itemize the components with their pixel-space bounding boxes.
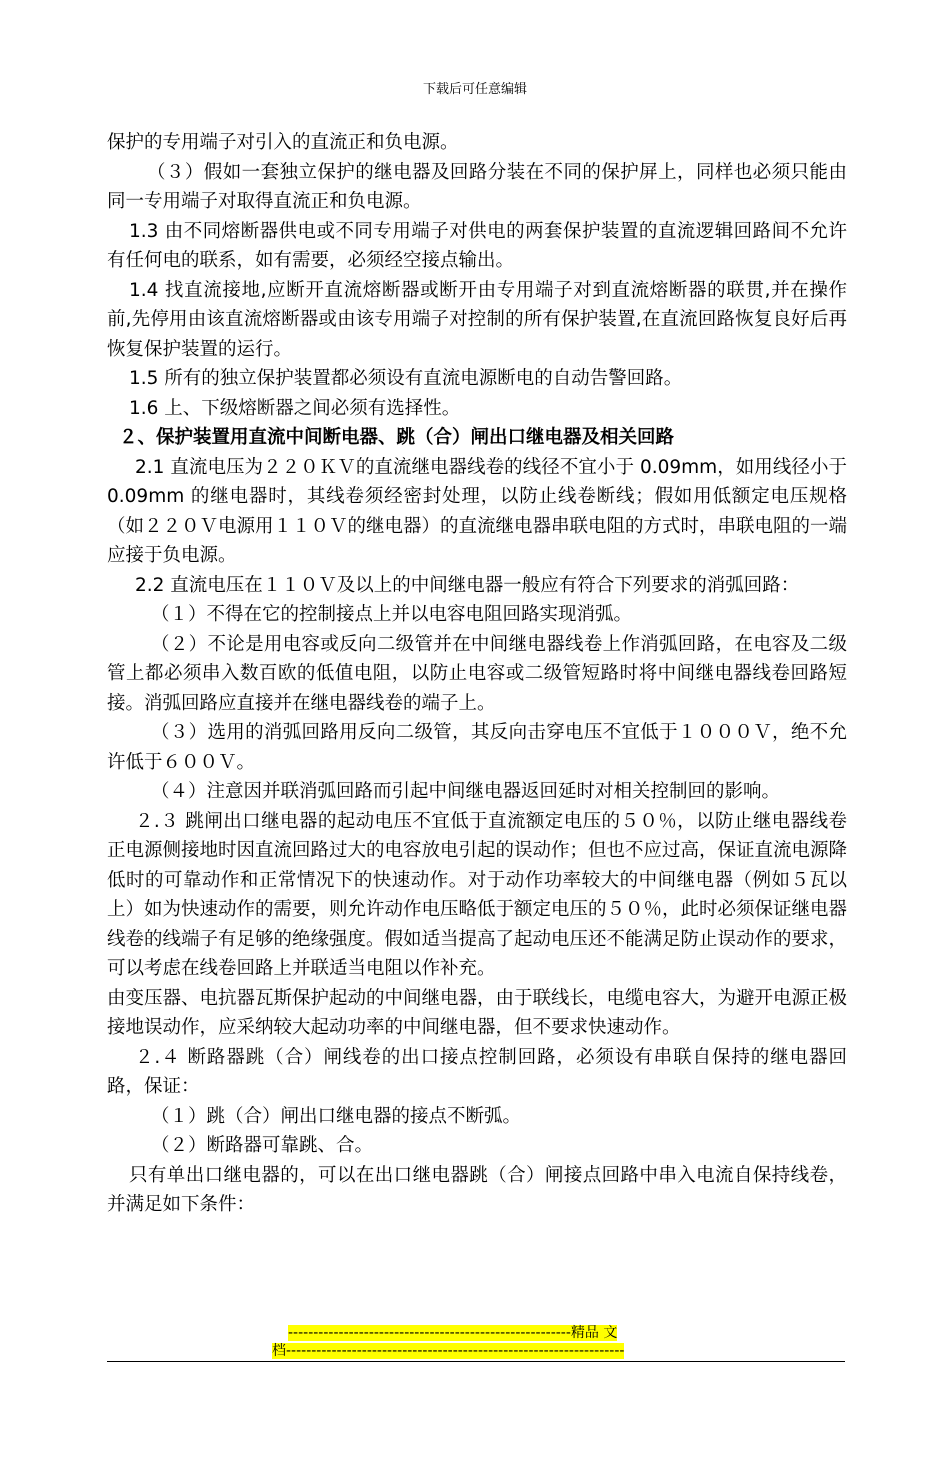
paragraph: 1.3 由不同熔断器供电或不同专用端子对供电的两套保护装置的直流逻辑回路间不允许有任何电的联系，如有需要，必须经空接点输出。 bbox=[107, 220, 847, 271]
paragraph: 1.6 上、下级熔断器之间必须有选择性。 bbox=[129, 397, 461, 419]
list-item: （１）不得在它的控制接点上并以电容电阻回路实现消弧。 bbox=[151, 604, 633, 625]
list-item: （１）跳（合）闸出口继电器的接点不断弧。 bbox=[151, 1105, 522, 1127]
paragraph: 2.1 直流电压为２２０ＫＶ的直流继电器线卷的线径不宜小于 0.09mm，如用线径小于 0.09mm 的继电器时，其线卷须经密封处理，以防止线卷断线；假如用低额定电压规格（如２２０Ｖ电源用１１０Ｖ的继电器）的直流继电器串联电阻的方式时，串联电阻的一端应接于负电源。 bbox=[107, 456, 848, 566]
footer-rule bbox=[107, 1361, 845, 1362]
page-header: 下载后可任意编辑 bbox=[422, 82, 527, 97]
footer-line-2: 档------------------------------------------------------------------- bbox=[272, 1343, 625, 1359]
paragraph: ２.４ 断路器跳（合）闸线卷的出口接点控制回路，必须设有串联自保持的继电器回路，保证： bbox=[107, 1046, 847, 1097]
list-item: （２）不论是用电容或反向二级管并在中间继电器线卷上作消弧回路，在电容及二级管上都必须串入数百欧的低值电阻，以防止电容或二级管短路时将中间继电器线卷回路短接。消弧回路应直接并在继电器线卷的端子上。 bbox=[107, 633, 847, 714]
list-item: （２）断路器可靠跳、合。 bbox=[151, 1135, 374, 1156]
paragraph: ２.３ 跳闸出口继电器的起动电压不宜低于直流额定电压的５０％，以防止继电器线卷正电源侧接地时因直流回路过大的电容放电引起的误动作；但也不应过高，保证直流电源降低时的可靠动作和正常情况下的快速动作。对于动作功率较大的中间继电器（例如５瓦以上）如为快速动作的需要，则允许动作电压略低于额定电压的５０％，此时必须保证继电器线卷的线端子有足够的绝缘强度。假如适当提高了起动电压还不能满足防止误动作的要求，可以考虑在线卷回路上并联适当电阻以作补充。 bbox=[107, 810, 848, 979]
page-footer bbox=[272, 1324, 682, 1360]
paragraph: 1.5 所有的独立保护装置都必须设有直流电源断电的自动告警回路。 bbox=[129, 368, 683, 389]
paragraph: 1.4 找直流接地,应断开直流熔断器或断开由专用端子对到直流熔断器的联贯,并在操作前,先停用由该直流熔断器或由该专用端子对控制的所有保护装置,在直流回路恢复良好后再恢复保护装置的运行。 bbox=[107, 279, 847, 360]
list-item: （４）注意因并联消弧回路而引起中间继电器返回延时对相关控制回的影响。 bbox=[151, 781, 781, 802]
paragraph: 2.2 直流电压在１１０Ｖ及以上的中间继电器一般应有符合下列要求的消弧回路： bbox=[135, 574, 800, 596]
paragraph: 只有单出口继电器的，可以在出口继电器跳（合）闸接点回路中串入电流自保持线卷，并满足如下条件： bbox=[107, 1164, 847, 1215]
document-body bbox=[107, 128, 847, 1220]
section-heading: ２、保护装置用直流中间断电器、跳（合）闸出口继电器及相关回路 bbox=[119, 427, 675, 448]
footer-line-1: --------------------------------------------------------精品 文 bbox=[288, 1325, 618, 1341]
paragraph: （３）假如一套独立保护的继电器及回路分装在不同的保护屏上，同样也必须只能由同一专用端子对取得直流正和负电源。 bbox=[107, 161, 847, 212]
list-item: （３）选用的消弧回路用反向二级管，其反向击穿电压不宜低于１０００Ｖ，绝不允许低于６００Ｖ。 bbox=[107, 722, 847, 773]
paragraph: 由变压器、电抗器瓦斯保护起动的中间继电器，由于联线长，电缆电容大，为避开电源正极接地误动作，应采纳较大起动功率的中间继电器，但不要求快速动作。 bbox=[107, 987, 848, 1038]
paragraph: 保护的专用端子对引入的直流正和负电源。 bbox=[107, 132, 459, 153]
